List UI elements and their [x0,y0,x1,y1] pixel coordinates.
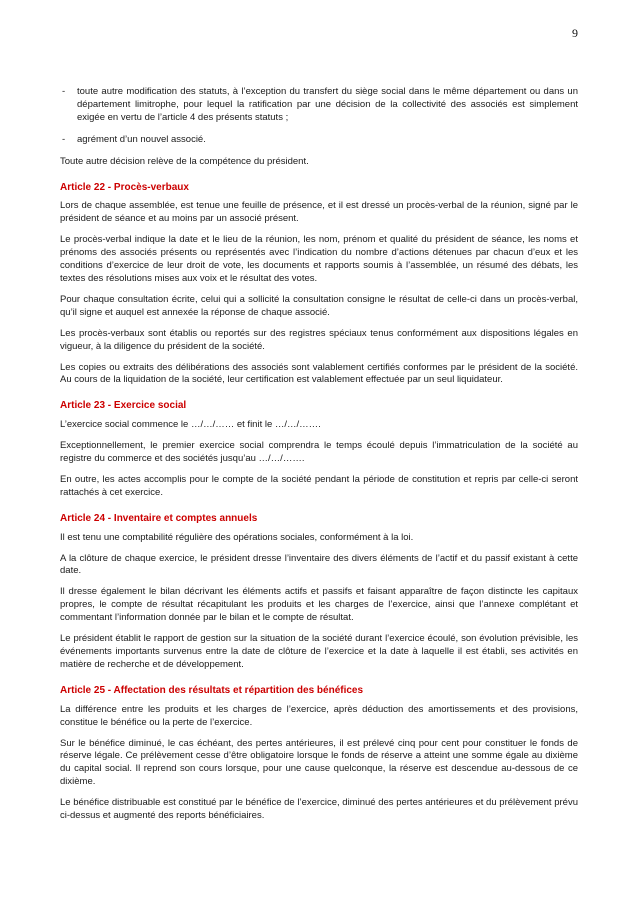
intro-closing-paragraph: Toute autre décision relève de la compétence du président. [60,155,309,167]
article-22-paragraph: Pour chaque consultation écrite, celui qui a sollicité la consultation consigne le résultat de celle-ci dans un procès-verbal, qu’il signe et auquel est annexée la réponse de chaque associé. [60,293,578,318]
article-23-paragraph: En outre, les actes accomplis pour le compte de la société pendant la période de constitution et repris par celle-ci seront rattachés à cet exercice. [60,473,578,498]
article-25-paragraph: La différence entre les produits et les charges de l’exercice, après déduction des amortissements et des provisions, constitue le bénéfice ou la perte de l’exercice. [60,703,578,728]
list-item [60,134,578,147]
list-item [60,86,578,125]
bullet-dash: - [62,133,66,145]
article-24-title: Article 24 - Inventaire et comptes annuels [60,512,258,524]
article-24-paragraph: Il est tenu une comptabilité régulière des opérations sociales, conformément à la loi. [60,531,414,543]
page-number: 9 [572,26,578,40]
document-content [60,86,578,831]
article-25-paragraph: Sur le bénéfice diminué, le cas échéant, des pertes antérieures, il est prélevé cinq pour cent pour constituer le fonds de réserve légale. Ce prélèvement cesse d’être obligatoire lorsque le fonds de réserve a atteint une somme égale au dixième du capital social. Il reprend son cours lorsque, pour une cause quelconque, la réserve est descendue au-dessous de ce dixième. [60,737,578,788]
article-23-paragraph: Exceptionnellement, le premier exercice social comprendra le temps écoulé depuis l’immatriculation de la société au registre du commerce et des sociétés jusqu’au …/…/……. [60,440,578,465]
article-23-paragraph: L’exercice social commence le …/…/…… et finit le …/…/……. [60,419,321,431]
article-24-paragraph: Le président établit le rapport de gestion sur la situation de la société durant l’exercice écoulé, son évolution prévisible, les événements importants survenus entre la date de clôture de l’exercice et la date à laquelle il est établi, ses activités en matière de recherche et de développement. [60,633,578,670]
article-25-title: Article 25 - Affectation des résultats et répartition des bénéfices [60,684,364,696]
bullet-dash: - [62,86,66,97]
article-22-title: Article 22 - Procès-verbaux [60,181,189,193]
article-24-paragraph: Il dresse également le bilan décrivant les éléments actifs et passifs et faisant apparaître de façon distincte les capitaux propres, le compte de résultat récapitulant les produits et les charges de l’exercice, ainsi que l’annexe complétant et commentant l’information donnée par le bilan et le compte de résultat. [60,586,578,624]
article-23-title: Article 23 - Exercice social [60,400,187,412]
bullet-text: toute autre modification des statuts, à l’exception du transfert du siège social dans le même département ou dans un département limitrophe, pour lequel la ratification par une décision de la collectivité des associés est simplement exigée en vertu de l’article 4 des présents statuts ; [77,86,578,123]
article-22-paragraph: Lors de chaque assemblée, est tenue une feuille de présence, et il est dressé un procès-verbal de la réunion, signé par le président de séance et au moins par un associé présent. [60,200,578,225]
article-22-paragraph: Le procès-verbal indique la date et le lieu de la réunion, les nom, prénom et qualité du président de séance, les noms et prénoms des associés présents ou représentés avec l’indication du nombre d’actions détenues par chacun d’eux et les conditions d’exercice de leur droit de vote, les documents et rapports soumis à l’assemblée, un résumé des débats, les textes des résolutions mises aux voix et le résultat des votes. [60,234,578,284]
bullet-text: agrément d’un nouvel associé. [77,133,206,145]
article-24-paragraph: A la clôture de chaque exercice, le président dresse l’inventaire des divers éléments de l’actif et du passif existant à cette date. [60,552,578,577]
article-22-paragraph: Les copies ou extraits des délibérations des associés sont valablement certifiés conformes par le président de la société. Au cours de la liquidation de la société, leur certification est valablement effectuée par un seul liquidateur. [60,361,578,386]
article-25-paragraph: Le bénéfice distribuable est constitué par le bénéfice de l’exercice, diminué des pertes antérieures et du prélèvement prévu ci-dessus et augmenté des reports bénéficiaires. [60,797,578,822]
article-22-paragraph: Les procès-verbaux sont établis ou reportés sur des registres spéciaux tenus conformément aux dispositions légales en vigueur, à la diligence du président de la société. [60,327,578,352]
